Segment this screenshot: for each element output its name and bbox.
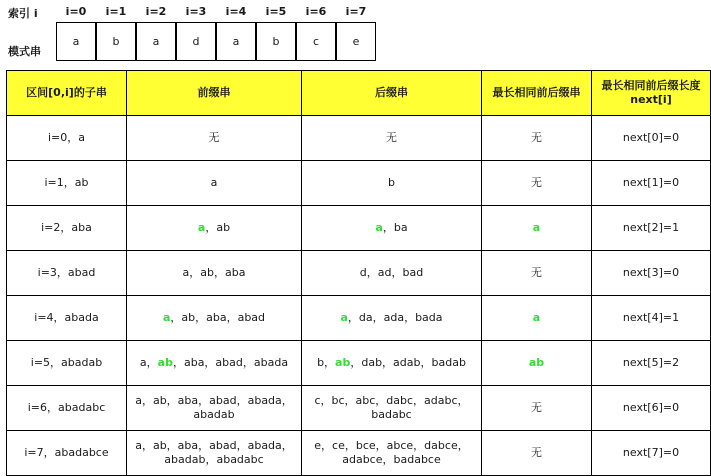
substring-cell: i=6，abadabc [7,386,127,431]
table-row [7,341,711,386]
suffixes-cell: b [302,161,482,206]
prefixes-cell: a，ab，aba，abad [127,296,302,341]
prefixes-cell: a [127,161,302,206]
suffixes-cell: 无 [302,116,482,161]
header-substring: 区间[0,i]的子串 [7,71,127,116]
pattern-char-2: a [136,22,176,61]
pattern-char-5: b [256,22,296,61]
substring-cell: i=0，a [7,116,127,161]
next-value-cell: next[2]=1 [592,206,711,251]
table-row [7,116,711,161]
prefixes-cell: a，ab，aba，abad，abada [127,341,302,386]
index-label-2: i=2 [145,5,167,18]
substring-cell: i=4，abada [7,296,127,341]
pattern-char-1: b [96,22,136,61]
header-common: 最长相同前后缀串 [482,71,592,116]
suffixes-cell: e，ce，bce，abce，dabce，adabce，badabce [302,431,482,476]
index-label-4: i=4 [225,5,247,18]
pattern-char-3: d [176,22,216,61]
suffixes-cell: b，ab，dab，adab，badab [302,341,482,386]
common-cell: 无 [482,116,592,161]
common-cell: ab [482,341,592,386]
substring-cell: i=2，aba [7,206,127,251]
index-label-3: i=3 [185,5,207,18]
header-next: 最长相同前后缀长度next[i] [592,71,711,116]
next-value-cell: next[0]=0 [592,116,711,161]
suffixes-cell: a，ba [302,206,482,251]
common-cell: a [482,296,592,341]
prefixes-cell: 无 [127,116,302,161]
next-value-cell: next[4]=1 [592,296,711,341]
substring-cell: i=3，abad [7,251,127,296]
next-value-cell: next[6]=0 [592,386,711,431]
pattern-char-6: c [296,22,336,61]
prefixes-cell: a，ab [127,206,302,251]
next-value-cell: next[5]=2 [592,341,711,386]
pattern-char-7: e [336,22,376,61]
prefixes-cell: a，ab，aba [127,251,302,296]
common-cell: 无 [482,251,592,296]
substring-cell: i=7，abadabce [7,431,127,476]
table-row [7,431,711,476]
table-row [7,386,711,431]
index-label-1: i=1 [105,5,127,18]
next-value-cell: next[3]=0 [592,251,711,296]
suffixes-cell: a，da，ada，bada [302,296,482,341]
substring-cell: i=5，abadab [7,341,127,386]
next-value-cell: next[7]=0 [592,431,711,476]
next-value-cell: next[1]=0 [592,161,711,206]
table-row [7,161,711,206]
table-header-row [7,71,711,116]
next-array-table [6,70,711,476]
pattern-label: 模式串 [8,45,41,58]
common-cell: 无 [482,431,592,476]
index-label-6: i=6 [305,5,327,18]
index-label-5: i=5 [265,5,287,18]
index-label: 索引 i [8,7,38,20]
index-label-0: i=0 [65,5,87,18]
prefixes-cell: a，ab，aba，abad，abada，abadab [127,386,302,431]
prefixes-cell: a，ab，aba，abad，abada，abadab，abadabc [127,431,302,476]
index-label-7: i=7 [345,5,367,18]
suffixes-cell: c，bc，abc，dabc，adabc，badabc [302,386,482,431]
header-suffixes: 后缀串 [302,71,482,116]
substring-cell: i=1，ab [7,161,127,206]
common-cell: 无 [482,161,592,206]
common-cell: 无 [482,386,592,431]
table-row [7,251,711,296]
table-row [7,296,711,341]
pattern-char-4: a [216,22,256,61]
header-prefixes: 前缀串 [127,71,302,116]
pattern-char-0: a [56,22,96,61]
common-cell: a [482,206,592,251]
table-row [7,206,711,251]
suffixes-cell: d，ad，bad [302,251,482,296]
